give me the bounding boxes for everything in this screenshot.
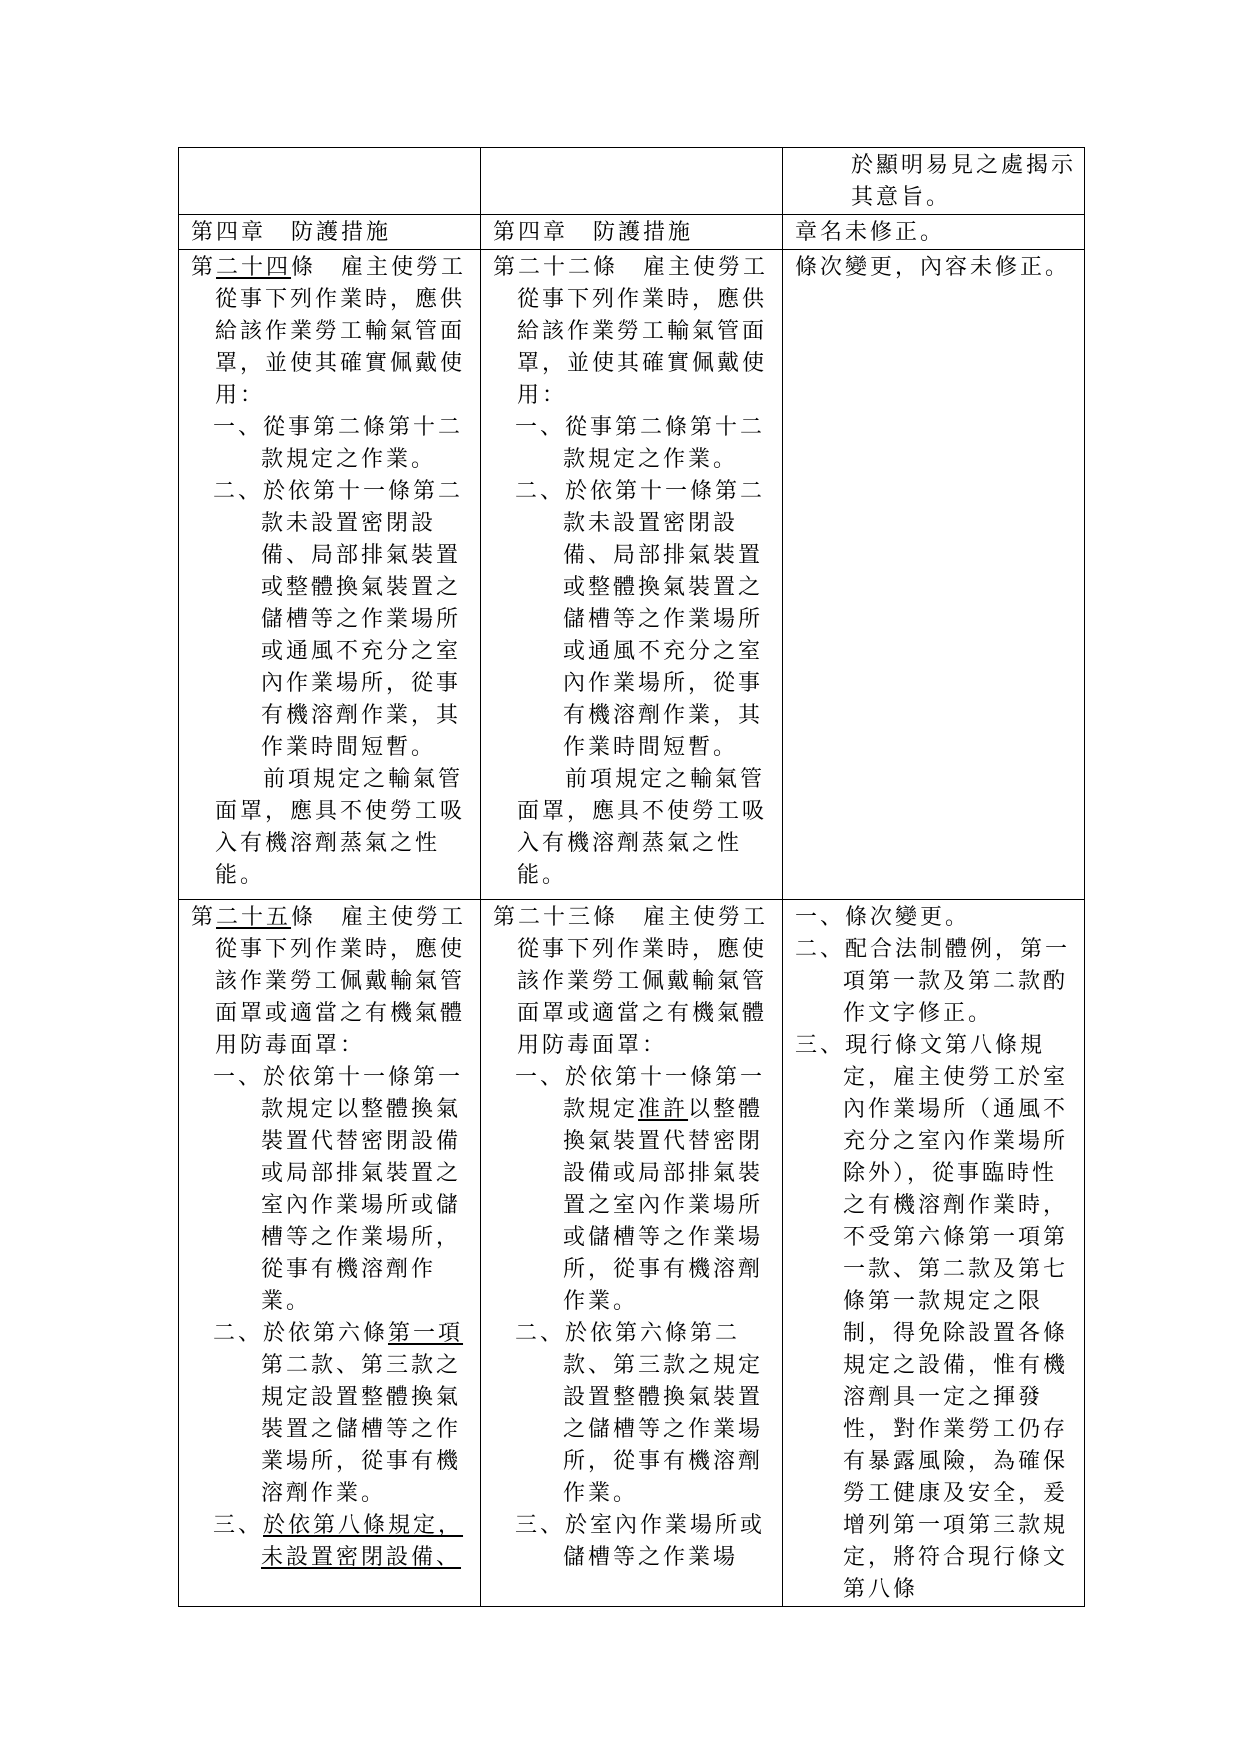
article-heading: 第二十二條 雇主使勞工從事下列作業時，應供給該作業勞工輸氣管面罩，並使其確實佩戴使用：	[493, 255, 769, 408]
list-item: 一、於依第十一條第一款規定以整體換氣裝置代替密閉設備或局部排氣裝置之室內作業場所或儲槽等之作業場所，從事有機溶劑作業。	[213, 1065, 464, 1314]
cell-amended	[179, 148, 481, 215]
cell-explanation	[783, 250, 1085, 900]
explanation-text: 於顯明易見之處揭示其意旨。	[851, 153, 1077, 210]
amended-mark: 於依第八條規定，未設置密閉設備、	[261, 1513, 464, 1570]
amended-mark: 第一項	[388, 1321, 464, 1346]
cell-amended	[179, 215, 481, 250]
cell-current	[481, 900, 783, 1607]
article-heading: 第二十四條 雇主使勞工從事下列作業時，應供給該作業勞工輸氣管面罩，並使其確實佩戴使用：	[191, 255, 467, 408]
list-item: 三、現行條文第八條規定，雇主使勞工於室內作業場所（通風不充分之室內作業場所除外），從事臨時性之有機溶劑作業時，不受第六條第一項第一款、第二款及第七條第一款規定之限制，得免除設置各條規定之設備，惟有機溶劑具一定之揮發性，對作業勞工仍存有暴露風險，為確保勞工健康及安全，爰增列第一項第三款規定，將符合現行條文第八條	[795, 1033, 1069, 1602]
amended-mark: 二十四	[216, 255, 292, 280]
list-item: 二、配合法制體例，第一項第一款及第二款酌作文字修正。	[795, 937, 1071, 1026]
cell-current	[481, 250, 783, 900]
explanation-text: 章名未修正。	[795, 220, 946, 245]
cell-explanation	[783, 215, 1085, 250]
cell-current	[481, 215, 783, 250]
amended-mark: 二十五	[216, 905, 292, 930]
paragraph: 前項規定之輸氣管面罩，應具不使勞工吸入有機溶劑蒸氣之性能。	[517, 767, 768, 888]
table-row	[179, 250, 1085, 900]
cell-current	[481, 148, 783, 215]
list-item: 二、於依第六條第二款、第三款之規定設置整體換氣裝置之儲槽等之作業場所，從事有機溶劑作業。	[515, 1321, 764, 1506]
list-item: 三、於室內作業場所或儲槽等之作業場	[515, 1513, 766, 1570]
list-item: 一、於依第十一條第一款規定准許以整體換氣裝置代替密閉設備或局部排氣裝置之室內作業場所或儲槽等之作業場所，從事有機溶劑作業。	[515, 1065, 766, 1314]
paragraph: 前項規定之輸氣管面罩，應具不使勞工吸入有機溶劑蒸氣之性能。	[215, 767, 466, 888]
article-heading: 第二十五條 雇主使勞工從事下列作業時，應使該作業勞工佩戴輸氣管面罩或適當之有機氣體用防毒面罩：	[191, 905, 467, 1058]
cell-amended	[179, 250, 481, 900]
chapter-heading: 第四章 防護措施	[493, 220, 694, 245]
list-item: 二、於依第十一條第二款未設置密閉設備、局部排氣裝置或整體換氣裝置之儲槽等之作業場所或通風不充分之室內作業場所，從事有機溶劑作業，其作業時間短暫。	[213, 479, 464, 760]
amended-mark: 准許	[638, 1097, 689, 1122]
explanation-text: 條次變更，內容未修正。	[795, 255, 1071, 280]
cell-explanation	[783, 148, 1085, 215]
comparison-table	[178, 147, 1085, 1607]
article-heading: 第二十三條 雇主使勞工從事下列作業時，應使該作業勞工佩戴輸氣管面罩或適當之有機氣體用防毒面罩：	[493, 905, 769, 1058]
table-row	[179, 215, 1085, 250]
table-row	[179, 148, 1085, 215]
list-item: 二、於依第六條第一項第二款、第三款之規定設置整體換氣裝置之儲槽等之作業場所，從事有機溶劑作業。	[213, 1321, 464, 1506]
list-item: 二、於依第十一條第二款未設置密閉設備、局部排氣裝置或整體換氣裝置之儲槽等之作業場所或通風不充分之室內作業場所，從事有機溶劑作業，其作業時間短暫。	[515, 479, 766, 760]
list-item: 一、從事第二條第十二款規定之作業。	[515, 415, 766, 472]
chapter-heading: 第四章 防護措施	[191, 220, 392, 245]
cell-explanation	[783, 900, 1085, 1607]
list-item: 三、於依第八條規定，未設置密閉設備、	[213, 1513, 464, 1570]
table-row	[179, 900, 1085, 1607]
list-item: 一、條次變更。	[795, 905, 971, 930]
cell-amended	[179, 900, 481, 1607]
list-item: 一、從事第二條第十二款規定之作業。	[213, 415, 464, 472]
